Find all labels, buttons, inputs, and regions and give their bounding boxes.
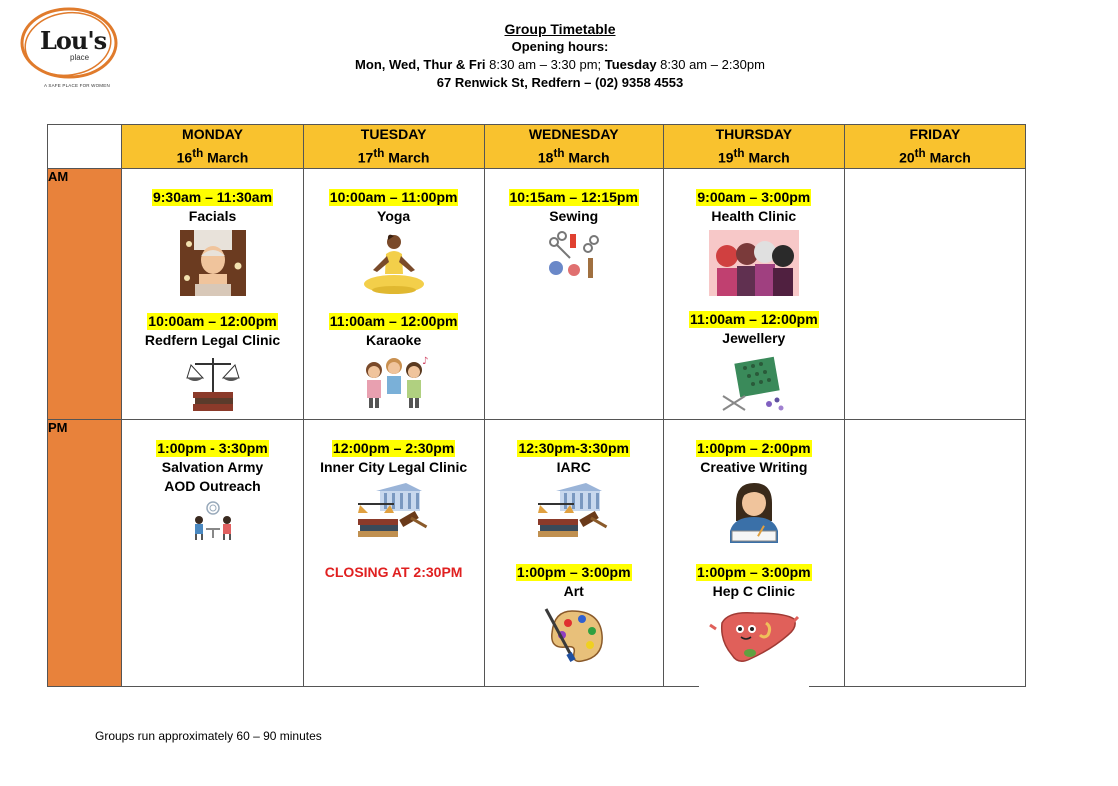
cell-monday-pm — [122, 419, 303, 686]
session: 12:30pm-3:30pm IARC — [485, 440, 663, 539]
cell-tuesday-pm — [303, 419, 484, 686]
facial-icon — [180, 230, 246, 296]
page-title: Group Timetable — [504, 21, 616, 37]
day-header-wednesday: WEDNESDAY 18th March — [484, 125, 663, 169]
day-header-tuesday: TUESDAY 17th March — [303, 125, 484, 169]
cell-thursday-am — [663, 168, 844, 419]
logo-tagline: A SAFE PLACE FOR WOMEN — [44, 83, 110, 88]
image-overlap-mask — [699, 682, 809, 688]
session: 1:00pm - 3:30pm Salvation Army AOD Outreach — [122, 440, 302, 540]
day-header-monday: MONDAY 16th March — [122, 125, 303, 169]
karaoke-icon — [358, 354, 430, 410]
sewing-icon — [544, 230, 604, 282]
day-header-friday: FRIDAY 20th March — [844, 125, 1025, 169]
cell-friday-pm — [844, 419, 1025, 686]
session: 9:30am – 11:30am Facials — [122, 189, 302, 296]
cell-thursday-pm — [663, 419, 844, 686]
logo-sub: place — [70, 53, 90, 62]
logo-wordmark: Lou's — [40, 26, 107, 55]
session: 11:00am – 12:00pm Karaoke ♪ — [304, 313, 484, 410]
cell-wednesday-am — [484, 168, 663, 419]
svg-text:♪: ♪ — [421, 355, 428, 367]
counselling-icon — [190, 500, 236, 540]
session: 11:00am – 12:00pm Jewellery — [664, 311, 844, 414]
courthouse-gavel-icon — [536, 481, 612, 539]
lous-place-logo — [14, 4, 122, 88]
cell-tuesday-am — [303, 168, 484, 419]
yoga-icon — [359, 230, 429, 298]
session: 12:00pm – 2:30pm Inner City Legal Clinic — [304, 440, 484, 539]
timetable — [47, 124, 1026, 687]
session: 10:00am – 12:00pm Redfern Legal Clinic — [122, 313, 302, 414]
session: 9:00am – 3:00pm Health Clinic — [664, 189, 844, 296]
courthouse-gavel-icon — [356, 481, 432, 539]
writing-girl-icon — [722, 481, 786, 543]
session: 1:00pm – 2:00pm Creative Writing — [664, 440, 844, 543]
period-pm: PM — [48, 419, 122, 686]
corner-cell — [48, 125, 122, 169]
session: 10:00am – 11:00pm Yoga — [304, 189, 484, 298]
opening-hours: Mon, Wed, Thur & Fri 8:30 am – 3:30 pm; Tuesday 8:30 am – 2:30pm — [355, 57, 765, 72]
opening-hours-label: Opening hours: — [511, 39, 609, 54]
liver-icon — [708, 605, 800, 669]
women-group-icon — [709, 230, 799, 296]
session: 10:15am – 12:15pm Sewing — [485, 189, 663, 282]
session: 1:00pm – 3:00pm Hep C Clinic — [664, 564, 844, 669]
session: 1:00pm – 3:00pm Art — [485, 564, 663, 667]
cell-wednesday-pm — [484, 419, 663, 686]
jewellery-icon — [719, 352, 789, 414]
paint-palette-icon — [542, 605, 606, 667]
cell-monday-am — [122, 168, 303, 419]
footer-note: Groups run approximately 60 – 90 minutes — [95, 729, 322, 743]
closing-notice: CLOSING AT 2:30PM — [324, 563, 463, 580]
legal-scales-icon — [183, 354, 243, 414]
cell-friday-am — [844, 168, 1025, 419]
day-header-thursday: THURSDAY 19th March — [663, 125, 844, 169]
period-am: AM — [48, 168, 122, 419]
address: 67 Renwick St, Redfern – (02) 9358 4553 — [436, 75, 684, 90]
document-header — [300, 20, 820, 92]
